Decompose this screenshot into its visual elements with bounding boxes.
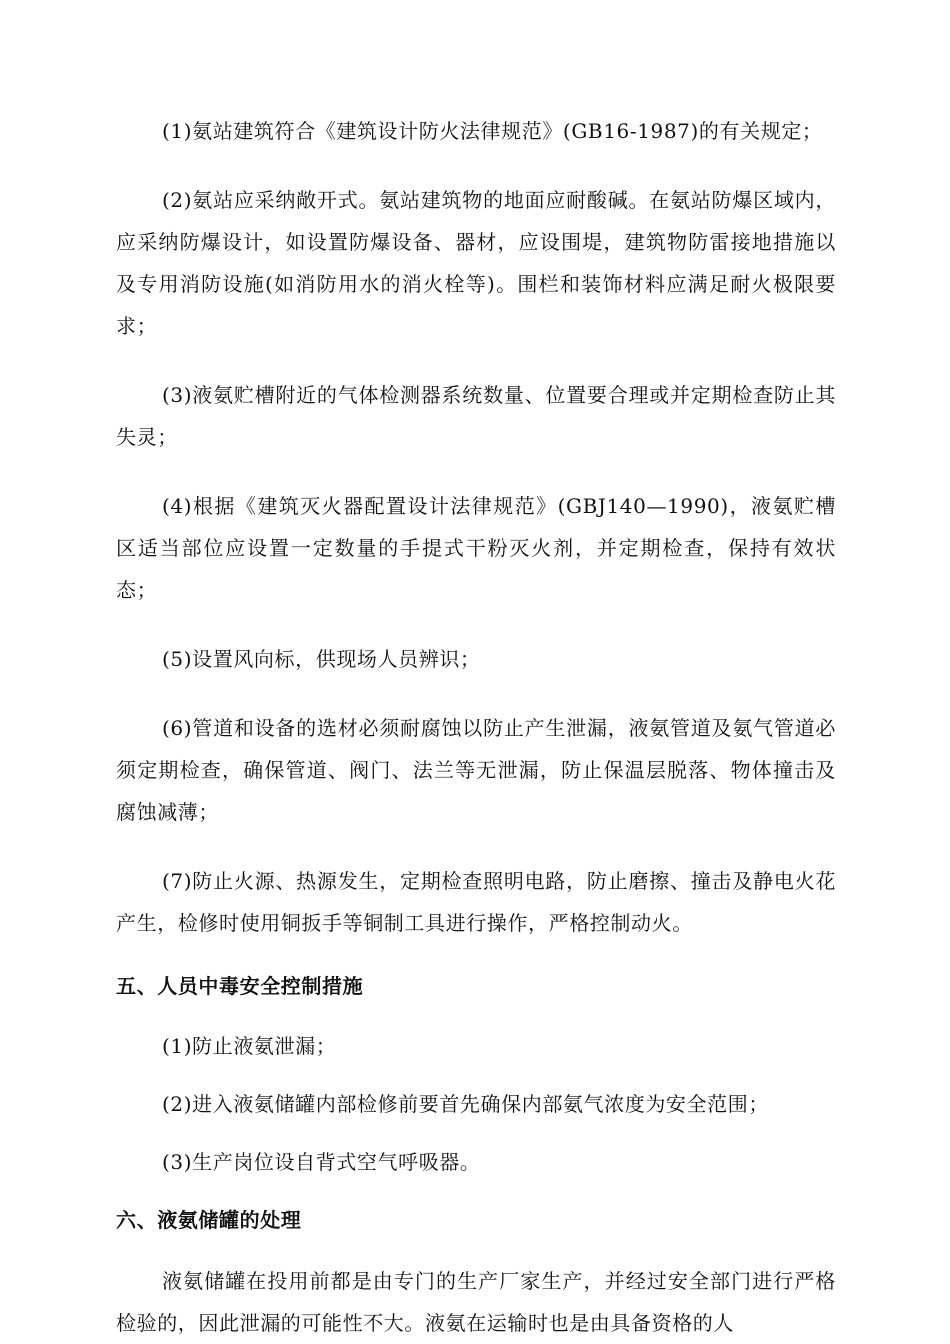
paragraph-item-1: (1)氨站建筑符合《建筑设计防火法律规范》(GB16-1987)的有关规定；: [162, 119, 823, 143]
document-body: [116, 110, 836, 1344]
section-5-heading: 五、人员中毒安全控制措施: [116, 974, 364, 998]
paragraph-item-7: (7)防止火源、热源发生，定期检查照明电路，防止磨擦、撞击及静电火花产生，检修时使用铜扳手等铜制工具进行操作，严格控制动火。: [116, 869, 836, 935]
paragraph-item-3: (3)液氨贮槽附近的气体检测器系统数量、位置要合理或并定期检查防止其失灵；: [116, 383, 836, 449]
section-5-item-2: (2)进入液氨储罐内部检修前要首先确保内部氨气浓度为安全范围；: [162, 1092, 769, 1116]
section-5-item-3: (3)生产岗位设自背式空气呼吸器。: [162, 1150, 481, 1174]
paragraph-item-6: (6)管道和设备的选材必须耐腐蚀以防止产生泄漏，液氨管道及氨气管道必须定期检查，确保管道、阀门、法兰等无泄漏，防止保温层脱落、物体撞击及腐蚀减薄；: [116, 716, 836, 824]
paragraph-item-2: (2)氨站应采纳敞开式。氨站建筑物的地面应耐酸碱。在氨站防爆区域内，应采纳防爆设计，如设置防爆设备、器材，应设围堤，建筑物防雷接地措施以及专用消防设施(如消防用水的消火栓等)。围栏和装饰材料应满足耐火极限要求；: [116, 188, 836, 338]
paragraph-item-4: (4)根据《建筑灭火器配置设计法律规范》(GBJ140—1990)，液氨贮槽区适当部位应设置一定数量的手提式干粉灭火剂，并定期检查，保持有效状态；: [116, 494, 836, 602]
section-5-item-1: (1)防止液氨泄漏；: [162, 1034, 337, 1058]
paragraph-item-5: (5)设置风向标，供现场人员辨识；: [162, 647, 481, 671]
section-6-paragraph: 液氨储罐在投用前都是由专门的生产厂家生产，并经过安全部门进行严格检验的，因此泄漏的可能性不大。液氨在运输时也是由具备资格的人: [116, 1269, 836, 1335]
section-6-heading: 六、液氨储罐的处理: [116, 1208, 302, 1232]
